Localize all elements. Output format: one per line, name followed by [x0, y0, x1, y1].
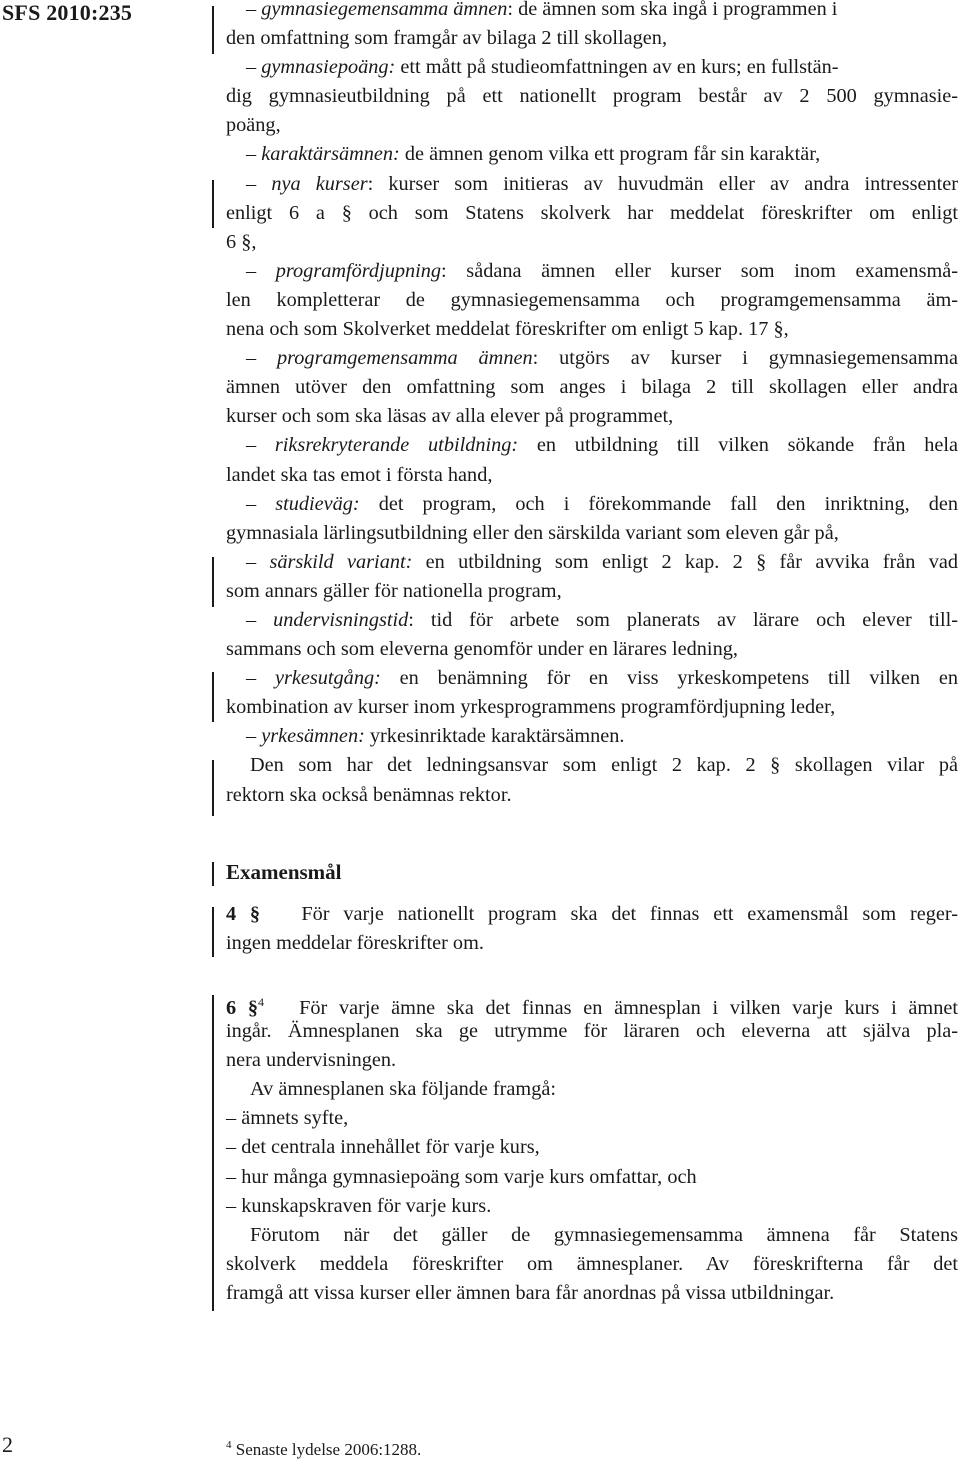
- text-line: kurser och som ska läsas av alla elever på programmet,: [226, 405, 674, 428]
- footnote: $^4$ Senaste lydelse 2006:1288.: [226, 1439, 422, 1459]
- text-line: den omfattning som framgår av bilaga 2 till skollagen,: [226, 27, 668, 50]
- text-line: poäng,: [226, 114, 281, 137]
- section-heading: Examensmål: [226, 860, 342, 884]
- text-line: 6 §$^4$ För varje ämne ska det finnas en ämnesplan i vilken varje kurs i ämnet: [226, 995, 958, 1019]
- text-line: 4 § För varje nationellt program ska det finnas ett examensmål som reger-: [226, 903, 958, 925]
- page-number: 2: [2, 1432, 13, 1457]
- definition-item: – nya kurser: kurser som initieras av huvudmän eller av andra intressenter: [246, 172, 958, 195]
- definitions-list: [226, 0, 958, 810]
- text-line: 6 §,: [226, 230, 257, 253]
- text-line: Förutom när det gäller de gymnasiegemensamma ämnena får Statens: [250, 1223, 958, 1246]
- sfs-number: SFS 2010:235: [2, 0, 133, 25]
- text-line: len kompletterar de gymnasiegemensamma och programgemensamma äm-: [226, 288, 958, 311]
- definition-item: – programgemensamma ämnen: utgörs av kurser i gymnasiegemensamma: [246, 347, 959, 370]
- change-bar: [212, 180, 214, 228]
- change-bar: [212, 6, 214, 54]
- text-line: ämnen utöver den omfattning som anges i bilaga 2 till skollagen eller andra: [226, 376, 958, 399]
- list-item: – ämnets syfte,: [226, 1107, 349, 1130]
- definition-item: – gymnasiepoäng: ett mått på studieomfattningen av en kurs; en fullstän-: [246, 56, 839, 79]
- text-line: kombination av kurser inom yrkesprogrammens programfördjupning leder,: [226, 696, 836, 719]
- text-line: skolverk meddela föreskrifter om ämnesplaner. Av föreskrifterna får det: [226, 1252, 958, 1275]
- list-item: – hur många gymnasiepoäng som varje kurs omfattar, och: [226, 1165, 697, 1188]
- definition-item: – yrkesutgång: en benämning för en viss yrkeskompetens till vilken en: [246, 667, 958, 690]
- definition-item: – programfördjupning: sådana ämnen eller kurser som inom examensmå-: [246, 259, 958, 282]
- text-line: nena och som Skolverket meddelat föreskrifter om enligt 5 kap. 17 §,: [226, 318, 789, 341]
- text-line: ingen meddelar föreskrifter om.: [226, 932, 484, 955]
- change-bar: [212, 995, 214, 1311]
- text-line: sammans och som eleverna genomför under en lärares ledning,: [226, 638, 738, 661]
- text-line: som annars gäller för nationella program,: [226, 579, 562, 602]
- text-line: rektorn ska också benämnas rektor.: [226, 783, 512, 806]
- definition-item: – gymnasiegemensamma ämnen: de ämnen som ska ingå i programmen i: [246, 0, 838, 20]
- text-line: Den som har det ledningsansvar som enligt 2 kap. 2 § skollagen vilar på: [250, 754, 958, 777]
- paragraph-6: [226, 988, 958, 1308]
- list-item: – kunskapskraven för varje kurs.: [226, 1194, 492, 1217]
- paragraph-4: [226, 900, 958, 958]
- definition-item: – undervisningstid: tid för arbete som planerats av lärare och elever till-: [246, 608, 959, 631]
- change-bar: [212, 760, 214, 816]
- text-line: nera undervisningen.: [226, 1049, 397, 1072]
- text-line: framgå att vissa kurser eller ämnen bara får anordnas på vissa utbildningar.: [226, 1281, 835, 1304]
- text-line: dig gymnasieutbildning på ett nationellt program består av 2 500 gymnasie-: [226, 85, 958, 108]
- text-line: enligt 6 a § och som Statens skolverk har meddelat föreskrifter om enligt: [226, 201, 958, 224]
- text-line: gymnasiala lärlingsutbildning eller den särskilda variant som eleven går på,: [226, 521, 839, 544]
- list-item: – det centrala innehållet för varje kurs,: [226, 1136, 540, 1159]
- definition-item: – yrkesämnen: yrkesinriktade karaktärsämnen.: [246, 725, 625, 748]
- definition-item: – riksrekryterande utbildning: en utbildning till vilken sökande från hela: [246, 434, 959, 457]
- change-bar: [212, 672, 214, 722]
- change-bar: [212, 907, 214, 957]
- text-line: ingår. Ämnesplanen ska ge utrymme för läraren och eleverna att själva pla-: [226, 1020, 958, 1043]
- definition-item: – studieväg: det program, och i förekommande fall den inriktning, den: [246, 492, 958, 515]
- text-line: Av ämnesplanen ska följande framgå:: [250, 1078, 556, 1101]
- text-line: landet ska tas emot i första hand,: [226, 463, 493, 486]
- change-bar: [212, 862, 214, 886]
- definition-item: – karaktärsämnen: de ämnen genom vilka ett program får sin karaktär,: [246, 143, 821, 166]
- change-bar: [212, 557, 214, 607]
- definition-item: – särskild variant: en utbildning som enligt 2 kap. 2 § får avvika från vad: [246, 550, 958, 573]
